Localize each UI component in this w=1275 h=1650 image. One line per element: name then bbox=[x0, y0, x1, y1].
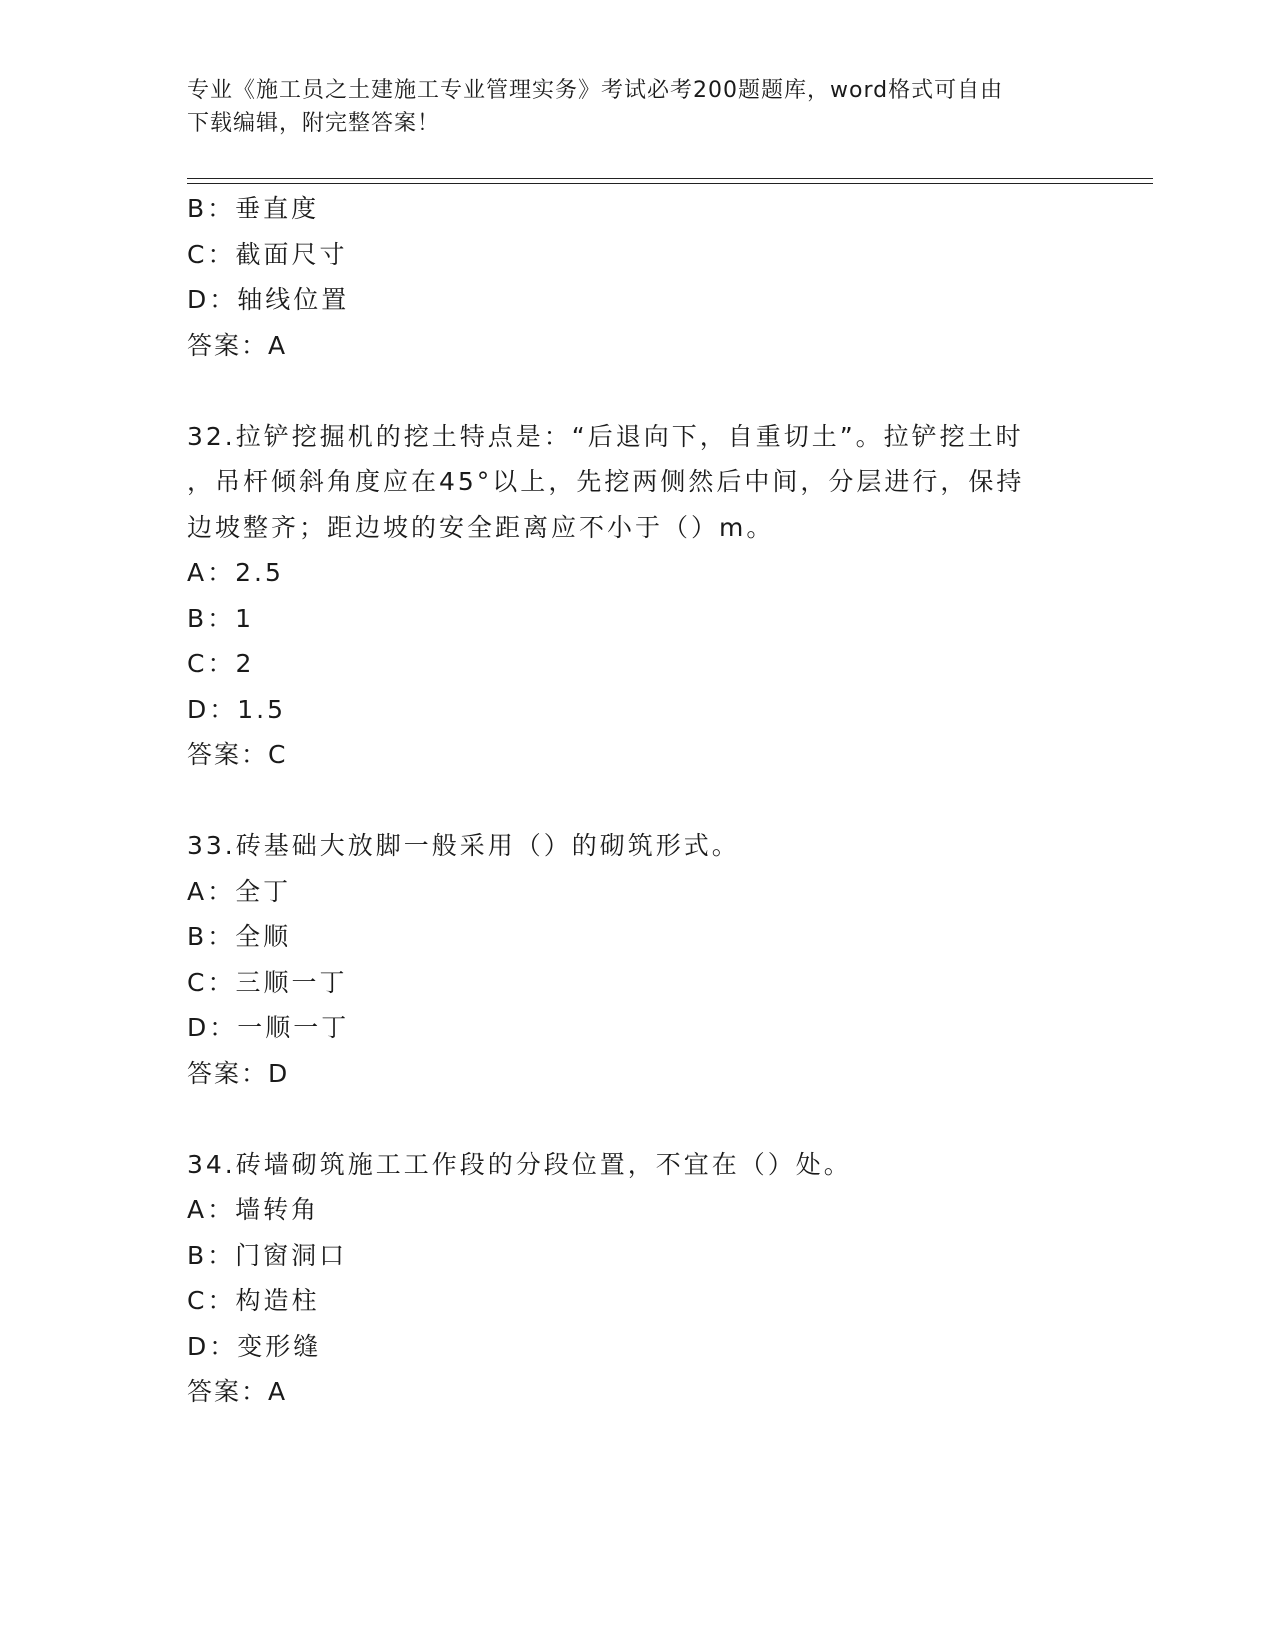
question-stem: 边坡整齐；距边坡的安全距离应不小于（）m。 bbox=[187, 512, 775, 542]
option-a: A：2.5 bbox=[187, 558, 284, 587]
spacer bbox=[187, 1096, 1087, 1142]
option-c: C：2 bbox=[187, 649, 255, 678]
option-c: C：构造柱 bbox=[187, 1286, 320, 1315]
answer: 答案：C bbox=[187, 740, 288, 769]
header-line-1: 专业《施工员之土建施工专业管理实务》考试必考200题题库，word格式可自由 bbox=[187, 78, 1004, 103]
question-31-continued bbox=[187, 186, 1087, 368]
option-d: D：轴线位置 bbox=[187, 285, 350, 314]
option-c: C：三顺一丁 bbox=[187, 967, 348, 997]
header-line-2: 下载编辑，附完整答案！ bbox=[187, 111, 441, 136]
answer: 答案：A bbox=[187, 330, 288, 360]
answer: 答案：A bbox=[187, 1377, 288, 1406]
header-divider-top bbox=[187, 178, 1153, 179]
option-b: B：1 bbox=[187, 603, 255, 633]
option-d: D：一顺一丁 bbox=[187, 1013, 350, 1042]
option-b: B：垂直度 bbox=[187, 194, 320, 223]
option-a: A：墙转角 bbox=[187, 1195, 320, 1224]
option-c: C：截面尺寸 bbox=[187, 239, 348, 269]
option-b: B：门窗洞口 bbox=[187, 1240, 348, 1270]
question-stem: 34.砖墙砌筑施工工作段的分段位置，不宜在（）处。 bbox=[187, 1149, 852, 1179]
question-stem: ，吊杆倾斜角度应在45°以上，先挖两侧然后中间，分层进行，保持 bbox=[187, 467, 1025, 496]
question-34 bbox=[187, 1142, 1087, 1415]
option-b: B：全顺 bbox=[187, 922, 292, 951]
option-d: D：变形缝 bbox=[187, 1331, 322, 1361]
header-divider-bottom bbox=[187, 183, 1153, 184]
spacer bbox=[187, 368, 1087, 414]
spacer bbox=[187, 778, 1087, 824]
question-32 bbox=[187, 414, 1087, 778]
option-d: D：1.5 bbox=[187, 694, 287, 724]
question-33 bbox=[187, 823, 1087, 1096]
option-a: A：全丁 bbox=[187, 876, 292, 906]
answer: 答案：D bbox=[187, 1058, 290, 1088]
page-content bbox=[187, 186, 1087, 1415]
page-header bbox=[187, 74, 1087, 140]
question-stem: 32.拉铲挖掘机的挖土特点是：“后退向下，自重切土”。拉铲挖土时 bbox=[187, 421, 1024, 451]
question-stem: 33.砖基础大放脚一般采用（）的砌筑形式。 bbox=[187, 831, 740, 860]
